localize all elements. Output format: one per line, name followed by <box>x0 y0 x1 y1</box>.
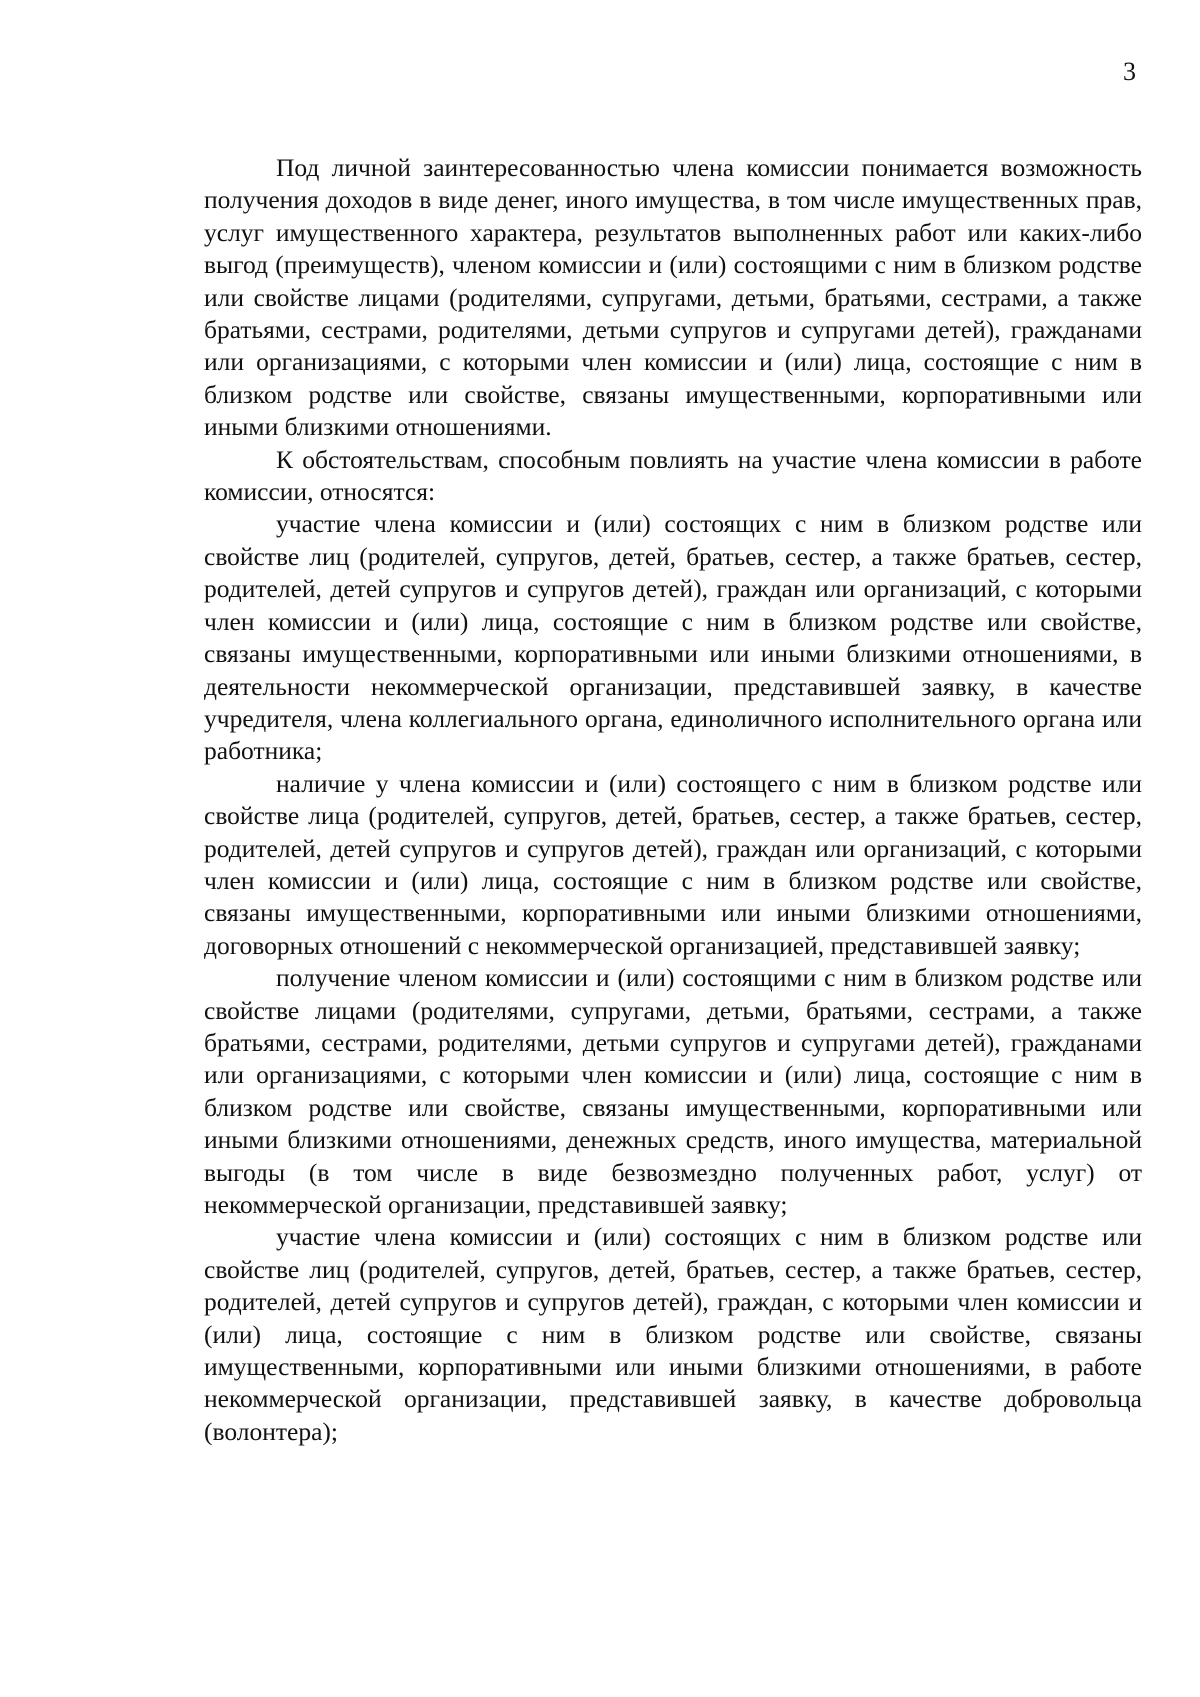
paragraph-volunteer-participation: участие члена комиссии и (или) состоящих с ним в близком родстве или свойстве лиц (родителей, супругов, детей, братьев, сестер, а также братьев, сестер, родителей, детей супругов и супругов детей), граждан, с которыми член комиссии и (или) лица, состоящие с ним в близком родстве или свойстве, связаны имущественными, корпоративными или иными близкими отношениями, в работе некоммерческой организации, представившей заявку, в качестве добровольца (волонтера); <box>204 1222 1142 1446</box>
body-text <box>204 152 1142 1448</box>
paragraph-contractual-relations: наличие у члена комиссии и (или) состоящего с ним в близком родстве или свойстве лица (родителей, супругов, детей, братьев, сестер, а также братьев, сестер, родителей, детей супругов и супругов детей), граждан или организаций, с которыми член комиссии и (или) лица, состоящие с ним в близком родстве или свойстве, связаны имущественными, корпоративными или иными близкими отношениями, договорных отношений с некоммерческой организацией, представившей заявку; <box>204 768 1142 960</box>
page-number: 3 <box>1123 57 1136 86</box>
paragraph-receipt-of-benefits: получение членом комиссии и (или) состоящими с ним в близком родстве или свойстве лицами (родителями, супругами, детьми, братьями, сестрами, а также братьями, сестрами, родителями, детьми супругов и супругами детей), гражданами или организациями, с которыми член комиссии и (или) лица, состоящие с ним в близком родстве или свойстве, связаны имущественными, корпоративными или иными близкими отношениями, денежных средств, иного имущества, материальной выгоды (в том числе в виде безвозмездно полученных работ, услуг) от некоммерческой организации, представившей заявку; <box>204 963 1142 1219</box>
paragraph-personal-interest-definition: Под личной заинтересованностью члена комиссии понимается возможность получения доходов в виде денег, иного имущества, в том числе имущественных прав, услуг имущественного характера, результатов выполненных работ или каких-либо выгод (преимуществ), членом комиссии и (или) состоящими с ним в близком родстве или свойстве лицами (родителями, супругами, детьми, братьями, сестрами, а также братьями, сестрами, родителями, детьми супругов и супругами детей), гражданами или организациями, с которыми член комиссии и (или) лица, состоящие с ним в близком родстве или свойстве, связаны имущественными, корпоративными или иными близкими отношениями. <box>204 153 1142 442</box>
paragraph-circumstances-intro: К обстоятельствам, способным повлиять на участие члена комиссии в работе комиссии, относятся: <box>204 444 1142 507</box>
paragraph-participation-founder: участие члена комиссии и (или) состоящих с ним в близком родстве или свойстве лиц (родителей, супругов, детей, братьев, сестер, а также братьев, сестер, родителей, детей супругов и супругов детей), граждан или организаций, с которыми член комиссии и (или) лица, состоящие с ним в близком родстве или свойстве, связаны имущественными, корпоративными или иными близкими отношениями, в деятельности некоммерческой организации, представившей заявку, в качестве учредителя, члена коллегиального органа, единоличного исполнительного органа или работника; <box>204 509 1142 766</box>
